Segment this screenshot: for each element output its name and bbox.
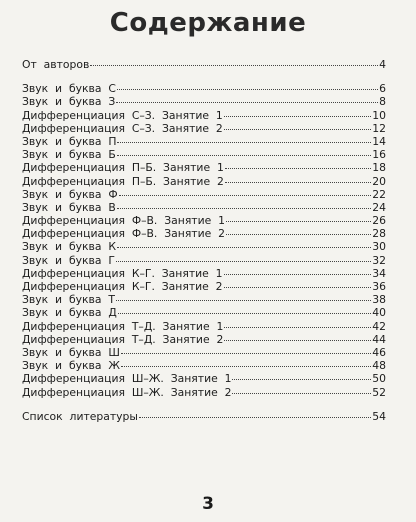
toc-entry-page: 22: [372, 187, 386, 201]
dot-leader: [224, 116, 372, 117]
toc-entry-label: Дифференциация Ш–Ж. Занятие 1: [22, 372, 232, 386]
toc-entry-label: Звук и буква Ш: [22, 345, 120, 359]
toc-entry[interactable]: [22, 82, 386, 95]
toc-entry-label: Дифференциация К–Г. Занятие 1: [22, 266, 223, 280]
toc-entry[interactable]: [22, 280, 386, 293]
dot-leader: [117, 142, 371, 143]
toc-entry[interactable]: [22, 410, 386, 423]
page-number: 3: [202, 494, 214, 514]
toc-entry[interactable]: [22, 227, 386, 240]
toc-entry-page: 36: [372, 280, 386, 293]
dot-leader: [232, 379, 371, 380]
table-of-contents: [22, 58, 386, 423]
dot-leader: [226, 234, 371, 235]
toc-entry-page: 48: [372, 359, 386, 373]
toc-entry-label: Звук и буква С: [22, 82, 116, 96]
toc-entry-label: Дифференциация Т–Д. Занятие 1: [22, 319, 224, 333]
toc-entry-page: 4: [379, 58, 386, 71]
toc-entry-page: 28: [372, 227, 386, 241]
dot-leader: [119, 195, 372, 196]
toc-entry-label: Звук и буква Г: [22, 253, 115, 267]
dot-leader: [226, 221, 371, 222]
toc-entry-label: Дифференциация Ф–В. Занятие 1: [22, 214, 225, 228]
toc-entry-label: Дифференциация Т–Д. Занятие 2: [22, 332, 224, 346]
toc-entry-page: 10: [372, 108, 386, 122]
toc-entry-label: Звук и буква Ф: [22, 187, 118, 201]
toc-entry-page: 24: [372, 200, 386, 214]
toc-entry[interactable]: [22, 214, 386, 227]
dot-leader: [225, 168, 371, 169]
toc-entry[interactable]: [22, 254, 386, 267]
dot-leader: [118, 313, 371, 314]
toc-entry[interactable]: [22, 122, 386, 135]
dot-leader: [117, 89, 378, 90]
dot-leader: [232, 393, 371, 394]
dot-leader: [224, 340, 371, 341]
dot-leader: [121, 353, 371, 354]
toc-entry[interactable]: [22, 148, 386, 161]
toc-entry-page: 38: [372, 293, 386, 307]
dot-leader: [117, 208, 371, 209]
toc-entry-label: Звук и буква Д: [22, 306, 117, 320]
dot-leader: [224, 129, 372, 130]
toc-entry-label: Звук и буква З: [22, 95, 116, 109]
toc-entry-label: Дифференциация Ф–В. Занятие 2: [22, 227, 225, 241]
toc-entry-label: Список литературы: [22, 409, 138, 423]
toc-entry[interactable]: [22, 359, 386, 372]
toc-entry-page: 6: [379, 82, 386, 96]
toc-entry[interactable]: [22, 95, 386, 108]
dot-leader: [116, 102, 378, 103]
toc-entry-label: Звук и буква К: [22, 240, 117, 254]
toc-entry[interactable]: [22, 240, 386, 253]
dot-leader: [225, 182, 371, 183]
toc-entry-page: 32: [372, 253, 386, 267]
toc-entry[interactable]: [22, 386, 386, 399]
toc-entry[interactable]: [22, 372, 386, 385]
toc-entry-page: 40: [372, 306, 386, 320]
toc-entry-page: 42: [372, 319, 386, 333]
toc-entry-page: 16: [372, 148, 386, 162]
toc-entry-page: 30: [372, 240, 386, 254]
toc-entry[interactable]: [22, 161, 386, 174]
toc-entry-label: Дифференциация С–З. Занятие 1: [22, 108, 223, 122]
dot-leader: [90, 65, 378, 66]
toc-entry-page: 52: [372, 385, 386, 399]
toc-entry[interactable]: [22, 109, 386, 122]
dot-leader: [224, 327, 371, 328]
toc-entry-page: 50: [372, 372, 386, 386]
toc-entry[interactable]: [22, 320, 386, 333]
dot-leader: [116, 300, 371, 301]
dot-leader: [117, 247, 371, 248]
dot-leader: [139, 417, 371, 418]
toc-entry-page: 46: [372, 345, 386, 359]
toc-entry-label: Звук и буква Б: [22, 148, 116, 162]
toc-entry-page: 8: [379, 95, 386, 109]
dot-leader: [117, 155, 371, 156]
toc-entry-page: 44: [372, 332, 386, 346]
dot-leader: [116, 261, 371, 262]
page-title: Содержание: [109, 8, 307, 38]
toc-entry-label: Звук и буква В: [22, 200, 116, 214]
toc-entry-page: 18: [372, 161, 386, 175]
toc-entry-label: Звук и буква П: [22, 134, 117, 148]
toc-entry-label: Звук и буква Т: [22, 293, 115, 307]
toc-entry-page: 26: [372, 214, 386, 228]
toc-entry[interactable]: [22, 188, 386, 201]
dot-leader: [121, 366, 371, 367]
dot-leader: [224, 274, 372, 275]
toc-entry-page: 14: [372, 134, 386, 148]
toc-entry-label: Дифференциация П–Б. Занятие 1: [22, 161, 224, 175]
toc-entry[interactable]: [22, 267, 386, 280]
toc-entry[interactable]: [22, 333, 386, 346]
toc-entry-page: 20: [372, 174, 386, 188]
toc-entry-label: Дифференциация П–Б. Занятие 2: [22, 174, 224, 188]
toc-entry[interactable]: [22, 293, 386, 306]
toc-entry-page: 34: [372, 266, 386, 280]
toc-entry-label: От авторов: [22, 58, 90, 71]
toc-entry[interactable]: [22, 58, 386, 71]
toc-entry-page: 12: [372, 121, 386, 135]
toc-entry-label: Звук и буква Ж: [22, 359, 120, 373]
toc-entry[interactable]: [22, 306, 386, 319]
toc-entry[interactable]: [22, 201, 386, 214]
toc-entry-label: Дифференциация С–З. Занятие 2: [22, 121, 223, 135]
toc-entry[interactable]: [22, 175, 386, 188]
toc-entry-label: Дифференциация Ш–Ж. Занятие 2: [22, 385, 232, 399]
dot-leader: [224, 287, 372, 288]
toc-entry[interactable]: [22, 346, 386, 359]
toc-entry[interactable]: [22, 135, 386, 148]
toc-entry-label: Дифференциация К–Г. Занятие 2: [22, 280, 223, 293]
toc-entry-page: 54: [372, 409, 386, 423]
